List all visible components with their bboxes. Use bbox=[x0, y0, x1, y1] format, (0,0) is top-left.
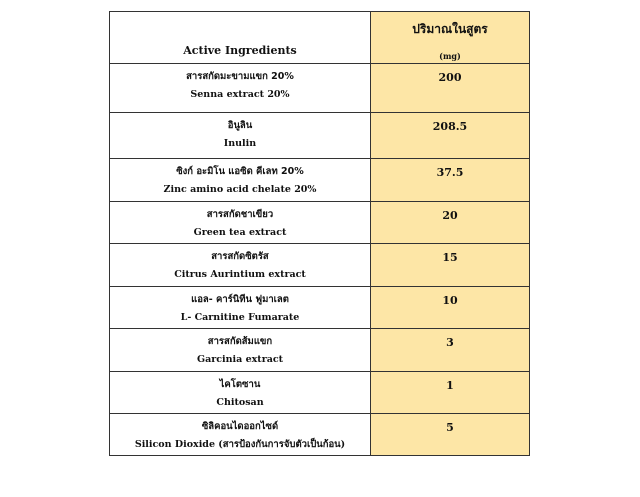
table-row bbox=[110, 329, 530, 372]
amount-value: 10 bbox=[442, 294, 458, 307]
amount-header bbox=[371, 12, 530, 64]
ingredient-thai-name: สารสกัดส้มแขก bbox=[207, 336, 273, 347]
active-ingredients-header: Active Ingredients bbox=[110, 12, 371, 64]
ingredient-thai-name: แอล- คาร์นิทีน ฟูมาเลต bbox=[191, 294, 289, 305]
ingredient-english-name: Inulin bbox=[223, 138, 257, 149]
ingredients-table bbox=[109, 11, 530, 456]
table-row bbox=[110, 64, 530, 113]
amount-cell bbox=[371, 159, 530, 202]
ingredient-english-name: Zinc amino acid chelate 20% bbox=[163, 184, 317, 195]
table-row bbox=[110, 244, 530, 287]
ingredient-english-name: Green tea extract bbox=[193, 227, 287, 238]
amount-cell bbox=[371, 287, 530, 329]
amount-cell bbox=[371, 202, 530, 244]
amount-cell bbox=[371, 244, 530, 287]
amount-cell bbox=[371, 64, 530, 113]
table-row bbox=[110, 159, 530, 202]
table-row bbox=[110, 372, 530, 414]
amount-value: 3 bbox=[446, 336, 454, 349]
amount-value: 200 bbox=[438, 71, 462, 84]
ingredient-english-name: Garcinia extract bbox=[196, 354, 284, 365]
amount-value: 20 bbox=[442, 209, 458, 222]
unit-label: (mg) bbox=[439, 51, 461, 61]
ingredient-thai-name: อินูลิน bbox=[227, 120, 253, 131]
ingredient-thai-name: ซิงก์ อะมิโน แอซิด คีเลท 20% bbox=[176, 166, 304, 177]
ingredient-cell bbox=[110, 159, 371, 202]
table-header-row bbox=[110, 12, 530, 64]
ingredient-cell bbox=[110, 329, 371, 372]
ingredient-english-name: Citrus Aurintium extract bbox=[174, 269, 306, 280]
amount-cell bbox=[371, 113, 530, 159]
ingredient-thai-name: ไคโตซาน bbox=[219, 379, 261, 390]
table-row bbox=[110, 287, 530, 329]
amount-value: 208.5 bbox=[432, 120, 468, 133]
table-row bbox=[110, 113, 530, 159]
ingredient-cell bbox=[110, 113, 371, 159]
amount-cell bbox=[371, 329, 530, 372]
ingredient-english-name: Chitosan bbox=[216, 397, 264, 408]
table-row bbox=[110, 202, 530, 244]
ingredient-english-name: Silicon Dioxide (สารป้องกันการจับตัวเป็นก้อน) bbox=[134, 439, 346, 450]
amount-cell bbox=[371, 414, 530, 456]
ingredient-thai-name: สารสกัดมะขามแขก 20% bbox=[186, 71, 294, 82]
amount-header-label: ปริมาณในสูตร bbox=[412, 22, 488, 36]
amount-value: 5 bbox=[446, 421, 454, 434]
ingredient-cell bbox=[110, 64, 371, 113]
ingredient-english-name: Senna extract 20% bbox=[190, 89, 290, 100]
amount-value: 1 bbox=[446, 379, 454, 392]
amount-value: 15 bbox=[442, 251, 458, 264]
amount-value: 37.5 bbox=[436, 166, 464, 179]
ingredient-thai-name: สารสกัดชาเขียว bbox=[206, 209, 274, 220]
table-row bbox=[110, 414, 530, 456]
amount-cell bbox=[371, 372, 530, 414]
ingredient-thai-name: สารสกัดซิตรัส bbox=[211, 251, 269, 262]
ingredient-cell bbox=[110, 414, 371, 456]
ingredient-thai-name: ซิลิคอนไดออกไซด์ bbox=[201, 421, 279, 432]
ingredient-cell bbox=[110, 287, 371, 329]
ingredient-english-name: L- Carnitine Fumarate bbox=[180, 312, 300, 323]
ingredient-cell bbox=[110, 202, 371, 244]
ingredient-cell bbox=[110, 244, 371, 287]
ingredient-cell bbox=[110, 372, 371, 414]
